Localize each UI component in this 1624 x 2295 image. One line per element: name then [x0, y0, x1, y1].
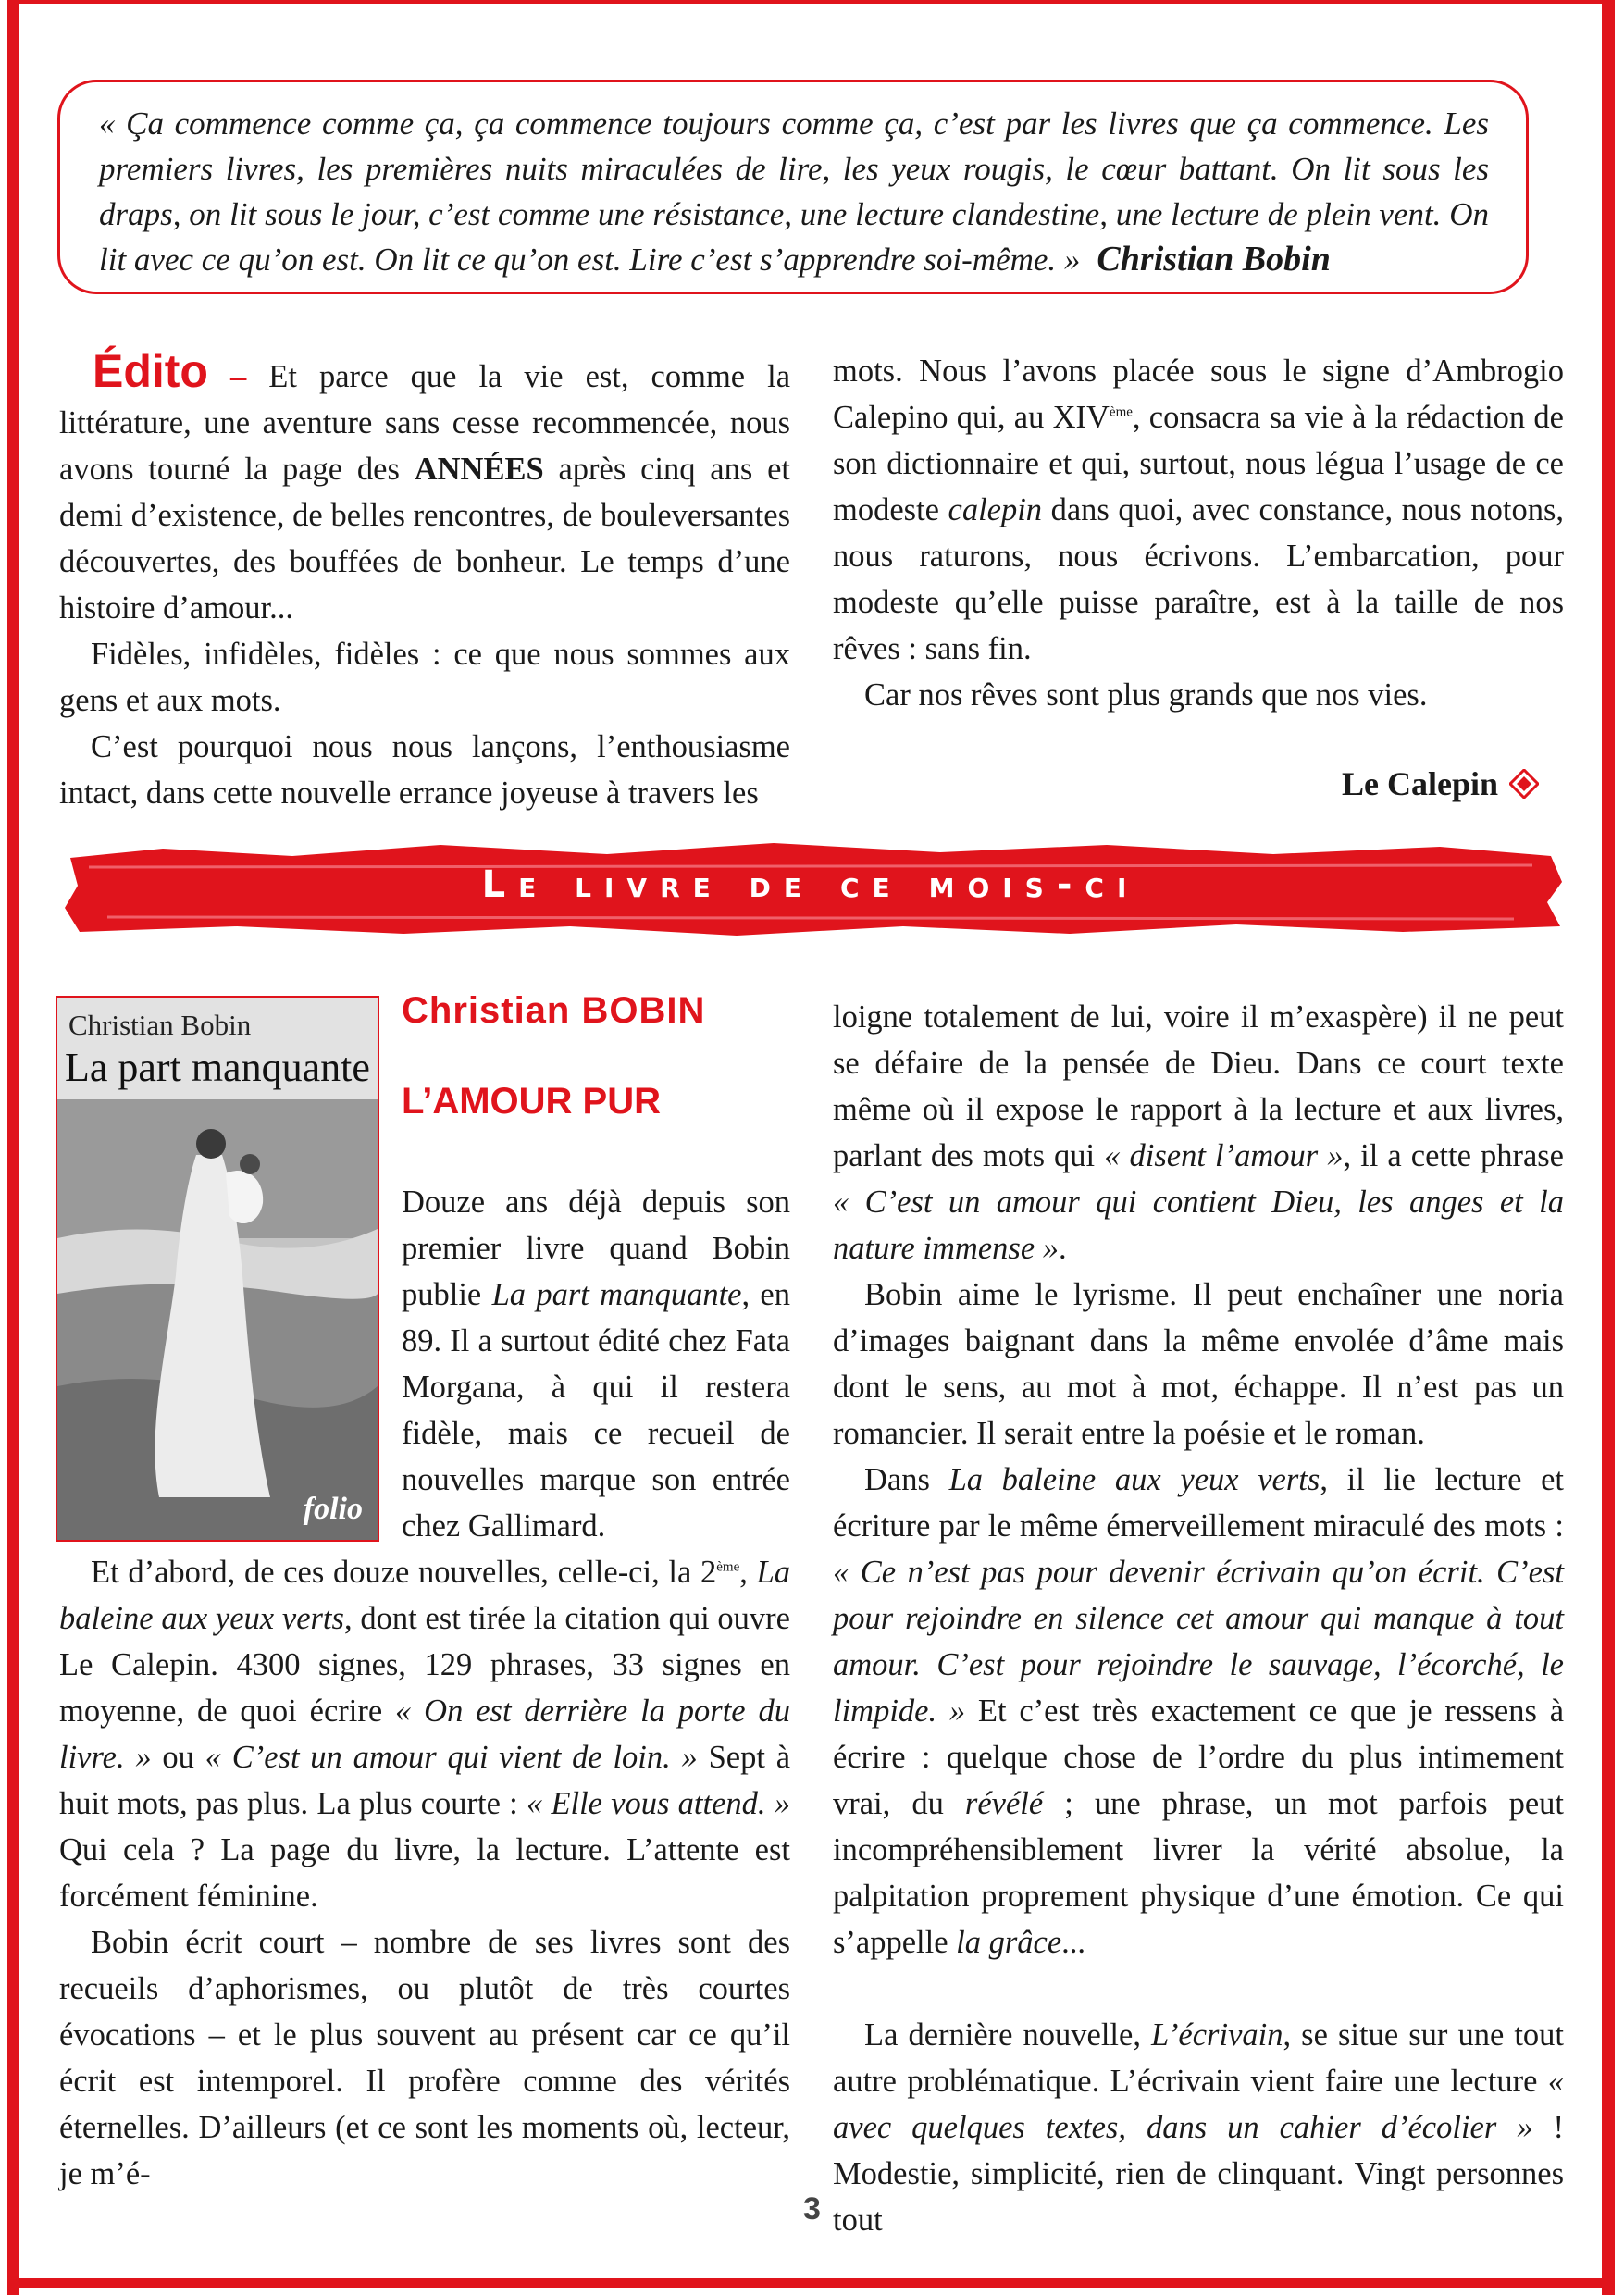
review-text: ou — [151, 1740, 205, 1775]
review-text: Qui cela ? La page du livre, la lecture. L’attente est forcément féminine. — [59, 1832, 790, 1914]
review-column-narrow — [402, 1179, 790, 1549]
review-story-title: La baleine aux yeux verts — [59, 1555, 790, 1636]
edito-dash: – — [207, 359, 269, 394]
signature-text: Le Calepin — [1341, 765, 1498, 802]
review-emphasis: révélé — [964, 1786, 1044, 1821]
review-title: L’AMOUR PUR — [402, 1081, 661, 1122]
edito-paragraph-4 — [833, 348, 1564, 672]
review-paragraph-3: Bobin écrit court – nombre de ses livres sont des recueils d’aphorismes, ou plutôt de très courtes évocations – et le plus souvent au présent car ce qu’il écrit est intemporel. Il profère comme des vérités éternelles. D’ailleurs (et ce sont les moments où, lecteur, je m’é- — [59, 1925, 790, 2191]
review-paragraph-1 — [402, 1179, 790, 1549]
review-paragraph-2 — [59, 1549, 790, 1919]
superscript: ème — [716, 1559, 740, 1575]
review-text: Douze ans déjà depuis son premier livre quand Bobin publie — [402, 1185, 790, 1312]
edito-paragraph-5: Car nos rêves sont plus grands que nos vies. — [864, 677, 1428, 713]
page-frame-right — [1602, 0, 1615, 2295]
cover-title: La part manquante — [65, 1045, 370, 1090]
review-text: ; une phrase, un mot parfois peut incompréhensiblement livrer la vérité absolue, la palpitation proprement physique d’une émotion. Ce qui s’appelle — [833, 1786, 1565, 1960]
review-quote: « On est derrière la porte du livre. » — [59, 1693, 790, 1775]
edito-column-right — [833, 348, 1564, 718]
edito-title: Édito — [93, 345, 208, 397]
review-story-title: La baleine aux yeux verts — [948, 1462, 1320, 1497]
cover-publisher-logo: folio — [303, 1492, 363, 1526]
book-cover-image — [56, 996, 379, 1542]
review-quote: « Elle vous attend. » — [526, 1786, 791, 1821]
review-text: La dernière nouvelle, — [864, 2017, 1152, 2053]
review-paragraph-5: Bobin aime le lyrisme. Il peut enchaîner une noria d’images baignant dans la même envolée d’âme mais dont le sens, au mot à mot, échappe. Il n’est pas un romancier. Il serait entre la poésie et le roman. — [833, 1277, 1564, 1451]
superscript: ème — [1109, 404, 1133, 420]
edito-text: Et parce que la vie est, comme la littérature, une aventure sans cesse recommencée, nous avons tourné la page des — [59, 359, 791, 487]
review-quote: « Ce n’est pas pour devenir écrivain qu’on écrit. C’est pour rejoindre en silence cet amour qui manque à tout amour. C’est pour rejoindre le sauvage, l’écorché, le limpide. » — [833, 1555, 1564, 1729]
review-text: , — [739, 1555, 748, 1590]
review-author: Christian BOBIN — [402, 990, 706, 1031]
banner-title: Le livre de ce mois-ci — [481, 863, 1140, 906]
edito-text: mots. Nous l’avons placée sous le signe d’Ambrogio Calepino qui, au XIV — [833, 354, 1564, 435]
edito-calepin-word: calepin — [948, 492, 1043, 527]
review-text: loigne totalement de lui, voire il m’exaspère) il ne peut se défaire de la pensée de Dieu. Dans ce court texte même où il expose le rapport à la lecture et aux livres, parlant des mots qui — [833, 999, 1564, 1173]
review-text: , il a cette phrase — [1343, 1138, 1564, 1173]
review-text: Et c’est très exactement ce que je ressens à écrire : quelque chose de l’ordre du plus intimement vrai, du — [833, 1693, 1565, 1821]
epigraph-quote-box — [57, 80, 1529, 294]
edito-text: , consacra sa vie à la rédaction de son dictionnaire et qui, surtout, nous légua l’usage de ce modeste — [833, 400, 1564, 527]
edito-annees: ANNÉES — [414, 452, 544, 487]
page-frame-left — [7, 0, 19, 2295]
diamond-icon — [1509, 769, 1539, 799]
review-text: . — [1059, 1231, 1067, 1266]
page-number: 3 — [803, 2191, 821, 2227]
edito-signature — [1342, 764, 1539, 803]
review-text: , se situe sur une tout autre problématique. L’écrivain vient faire une lecture — [833, 2017, 1565, 2099]
epigraph-author: Christian Bobin — [1097, 240, 1331, 279]
review-text: Et d’abord, de ces douze nouvelles, celle-ci, la 2 — [91, 1555, 717, 1590]
edito-column-left — [59, 345, 791, 816]
review-story-title: L’écrivain — [1151, 2017, 1283, 2053]
review-column-left — [59, 1549, 790, 2197]
review-text: , il lie lecture et écriture par le même émerveillement miraculé des mots : — [833, 1462, 1565, 1544]
edito-paragraph-3: C’est pourquoi nous nous lançons, l’enthousiasme intact, dans cette nouvelle errance joyeuse à travers les — [59, 729, 790, 811]
page-frame-top — [7, 0, 1615, 4]
review-text: , en 89. Il a surtout édité chez Fata Morgana, à qui il restera fidèle, mais ce recueil de nouvelles marque son entrée chez Gallimard. — [402, 1277, 790, 1544]
review-quote: « avec quelques textes, dans un cahier d’écolier » — [833, 2064, 1564, 2145]
review-paragraph-4 — [833, 994, 1564, 1272]
edito-text: après cinq ans et demi d’existence, de belles rencontres, de bouleversantes découvertes, des bouffées de bonheur. Le temps d’une histoire d’amour... — [59, 452, 790, 626]
review-quote: « C’est un amour qui contient Dieu, les anges et la nature immense » — [833, 1185, 1564, 1266]
review-text: Sept à huit mots, pas plus. La plus courte : — [59, 1740, 791, 1821]
page-frame-bottom — [7, 2278, 1615, 2288]
edito-paragraph-2: Fidèles, infidèles, fidèles : ce que nous sommes aux gens et aux mots. — [59, 637, 790, 718]
edito-text: dans quoi, avec constance, nous notons, nous raturons, nous écrivons. L’embarcation, pour modeste qu’elle puisse paraître, est à la taille de nos rêves : sans fin. — [833, 492, 1564, 666]
epigraph-quote-text: « Ça commence comme ça, ça commence toujours comme ça, c’est par les livres que ça commence. Les premiers livres, les premières nuits miraculées de lire, les yeux rougis, le cœur battant. On lit sous les draps, on lit sous le jour, c’est comme une résistance, une lecture clandestine, une lecture de plein vent. On lit avec ce qu’on est. On lit ce qu’on est. Lire c’est s’apprendre soi-même. » — [99, 105, 1489, 278]
review-column-right — [833, 994, 1564, 2243]
review-quote: « C’est un amour qui vient de loin. » — [205, 1740, 698, 1775]
review-text: ! Modestie, simplicité, rien de clinquant. Vingt personnes tout — [833, 2110, 1564, 2238]
paragraph-spacer — [833, 1966, 1564, 2012]
review-text: , dont est tirée la citation qui ouvre Le Calepin. 4300 signes, 129 phrases, 33 signes en moyenne, de quoi écrire — [59, 1601, 790, 1729]
cover-author: Christian Bobin — [68, 1009, 252, 1041]
review-quote: « disent l’amour » — [1104, 1138, 1344, 1173]
review-paragraph-6 — [833, 1457, 1564, 1966]
review-book-title: La part manquante — [491, 1277, 742, 1312]
review-text: Dans — [864, 1462, 949, 1497]
edito-paragraph-1 — [59, 345, 791, 631]
section-banner — [52, 837, 1569, 939]
review-text: ... — [1061, 1925, 1086, 1960]
review-emphasis: la grâce — [956, 1925, 1062, 1960]
epigraph-quote — [99, 101, 1489, 282]
